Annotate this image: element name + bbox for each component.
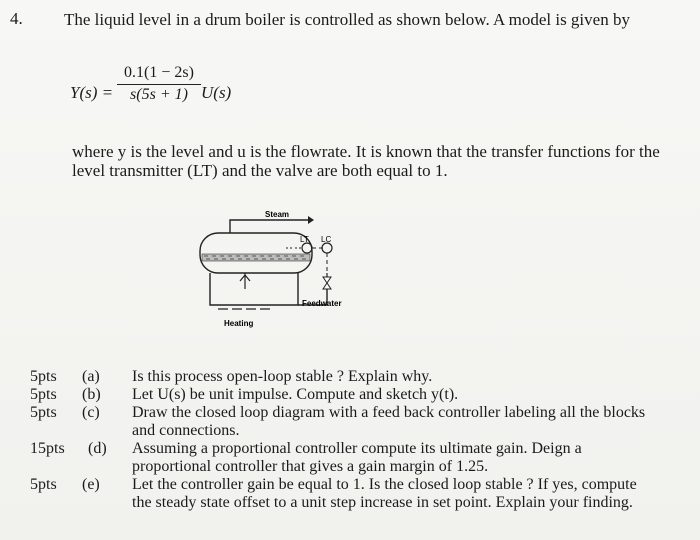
fraction-bar [117, 84, 201, 85]
equation-fraction [117, 64, 201, 104]
equation-rhs: U(s) [201, 83, 232, 102]
question-parts [30, 368, 680, 512]
part-points: 5pts [30, 476, 57, 493]
heating-label: Heating [224, 319, 254, 328]
steam-label: Steam [265, 210, 290, 219]
part-points: 5pts [30, 368, 57, 385]
question-description: where y is the level and u is the flowrate. It is known that the transfer functions for the level transmitter (LT) and the valve are both equal to 1. [72, 142, 660, 180]
part-text: Assuming a proportional controller compute its ultimate gain. Deign a proportional controller that gives a gain margin of 1.25. [132, 440, 582, 475]
equation-numerator: 0.1(1 − 2s) [124, 64, 194, 81]
valve [323, 277, 331, 289]
equation-denominator: s(5s + 1) [130, 86, 188, 103]
part-text: Let the controller gain be equal to 1. Is the closed loop stable ? If yes, compute the steady state offset to a unit step increase in set point. Explain your finding. [132, 476, 637, 511]
part-label: (a) [82, 368, 100, 385]
lc-circle [322, 243, 332, 253]
part-e [30, 476, 680, 512]
part-points: 5pts [30, 386, 57, 403]
question-number: 4. [10, 9, 23, 28]
feedwater-label: Feedwater [302, 299, 342, 308]
steam-pipe [230, 220, 308, 233]
drum-boiler-diagram [190, 205, 380, 335]
lt-label: LT [300, 235, 309, 244]
equation-lhs: Y(s) = [70, 83, 114, 102]
question-intro: The liquid level in a drum boiler is controlled as shown below. A model is given by [64, 10, 630, 29]
part-a [30, 368, 680, 386]
part-label: (d) [88, 440, 107, 457]
part-d [30, 440, 680, 476]
steam-arrow [308, 216, 314, 224]
riser-loop [210, 273, 298, 305]
liquid-surface [202, 254, 310, 261]
part-text: Is this process open-loop stable ? Explain why. [132, 368, 433, 385]
part-points: 5pts [30, 404, 57, 421]
part-label: (b) [82, 386, 101, 403]
part-b [30, 386, 680, 404]
part-label: (e) [82, 476, 100, 493]
lc-label: LC [321, 235, 332, 244]
drum [200, 233, 312, 273]
part-text: Let U(s) be unit impulse. Compute and sketch y(t). [132, 386, 459, 403]
part-label: (c) [82, 404, 100, 421]
part-text: Draw the closed loop diagram with a feed back controller labeling all the blocks and connections. [132, 404, 646, 439]
part-points: 15pts [30, 440, 65, 457]
part-c [30, 404, 680, 440]
